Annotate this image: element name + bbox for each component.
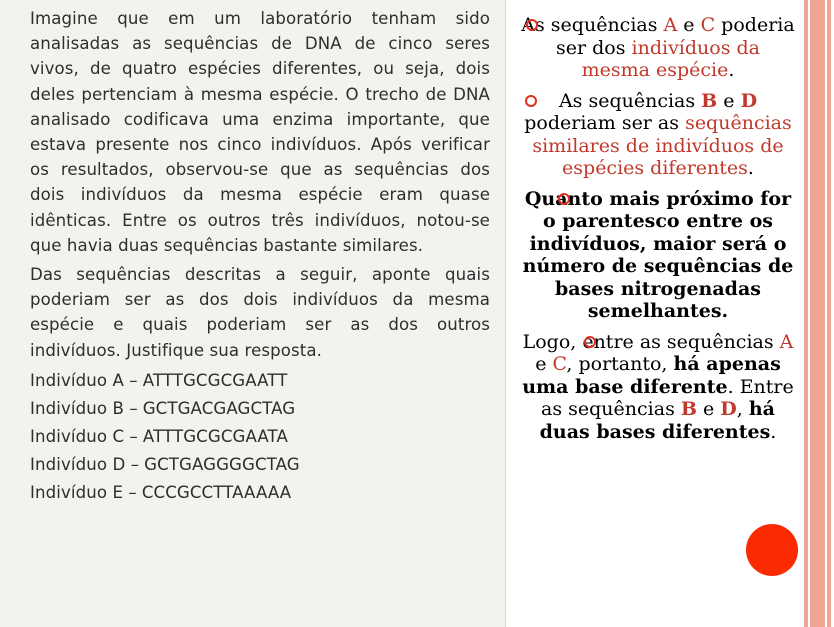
bullet-text: . xyxy=(747,157,754,179)
bullet-ring-icon xyxy=(558,193,570,205)
highlight-text: sequências similares de indivíduos de espécies diferentes xyxy=(532,112,792,179)
sequence-letter: D xyxy=(720,398,737,420)
bold-text: há apenas uma base diferente xyxy=(522,353,781,398)
bullet-ring-icon xyxy=(584,336,596,348)
individual-label: Indivíduo E – xyxy=(30,482,137,502)
individual-label: Indivíduo B – xyxy=(30,398,138,418)
bullet-text: , xyxy=(736,398,749,420)
decorative-stripe xyxy=(810,0,825,627)
individual-sequence: GCTGACGAGCTAG xyxy=(142,398,296,418)
sequence-letter: C xyxy=(552,353,567,375)
answer-bullets xyxy=(520,14,796,451)
bullet-ring-icon xyxy=(526,19,538,31)
bullet-same-species xyxy=(520,14,796,82)
sequence-letter: A xyxy=(663,14,678,36)
bullet-text: e xyxy=(677,14,701,36)
bullet-text: . xyxy=(728,59,735,81)
individual-row-e xyxy=(30,479,490,507)
bullet-text: Logo, entre as sequências xyxy=(522,330,780,353)
bullet-text: . Entre as sequências xyxy=(541,375,794,420)
bold-text: há duas bases diferentes xyxy=(539,398,775,443)
bullet-text: e xyxy=(535,353,553,375)
bullet-text: e xyxy=(696,398,721,420)
individuals-list xyxy=(30,367,490,507)
individual-sequence: GCTGAGGGGCTAG xyxy=(144,454,300,474)
individual-label: Indivíduo D – xyxy=(30,454,140,474)
bullet-ring-icon xyxy=(525,95,537,107)
sequence-letter: D xyxy=(740,89,758,112)
sequence-letter: A xyxy=(779,330,794,353)
scan-text-block xyxy=(30,6,490,507)
individual-label: Indivíduo A – xyxy=(30,370,138,390)
laser-pointer-dot xyxy=(746,524,798,576)
bullet-kinship-rule xyxy=(520,188,796,323)
sequence-letter: B xyxy=(701,89,718,112)
problem-paragraph-1: Imagine que em um laboratório tenham sido analisadas as sequências de DNA de cinco seres vivos, de quatro espécies diferentes, ou seja, dois deles pertenciam à mesma espécie. O trecho de DNA analisado codificava uma enzima importante, que estava presente nos cinco indivíduos. Após verificar os resultados, observou-se que as sequências dos dois indivíduos da mesma espécie eram quase idênticas. Entre os outros três indivíduos, notou-se que havia duas sequências bastante similares. xyxy=(30,9,490,255)
individual-label: Indivíduo C – xyxy=(30,426,138,446)
individual-row-c xyxy=(30,423,490,451)
individual-sequence: CCCGCCTTAAAAA xyxy=(141,482,292,502)
bullet-text: , portanto, xyxy=(566,353,674,375)
scan-border xyxy=(505,0,506,627)
bullet-text: As sequências xyxy=(558,89,702,112)
sequence-letter: C xyxy=(700,14,716,36)
individual-sequence: ATTTGCGCGAATA xyxy=(142,426,288,446)
bullet-text: . xyxy=(770,420,777,443)
individual-sequence: ATTTGCGCGAATT xyxy=(142,370,288,390)
bullet-conclusion xyxy=(520,331,796,444)
highlight-text: indivíduos da mesma espécie xyxy=(581,36,760,81)
sequence-letter: B xyxy=(680,398,697,420)
individual-row-b xyxy=(30,395,490,423)
bullet-text: poderia ser dos xyxy=(556,14,795,59)
bullet-text: Quanto mais próximo for o parentesco entre os indivíduos, maior será o número de sequências de bases nitrogenadas semelhantes. xyxy=(522,187,794,322)
individual-row-d xyxy=(30,451,490,479)
bullet-text: poderiam ser as xyxy=(524,112,686,134)
problem-paragraph-2: Das sequências descritas a seguir, aponte quais poderiam ser as dos dois indivíduos da mesma espécie e quais poderiam ser as dos outros indivíduos. Justifique sua resposta. xyxy=(30,265,490,360)
bullet-text: As sequências xyxy=(521,14,664,36)
decorative-stripe xyxy=(827,0,831,627)
bullet-text: e xyxy=(717,89,741,112)
decorative-stripe xyxy=(804,0,808,627)
bullet-different-species xyxy=(520,90,796,180)
individual-row-a xyxy=(30,367,490,395)
